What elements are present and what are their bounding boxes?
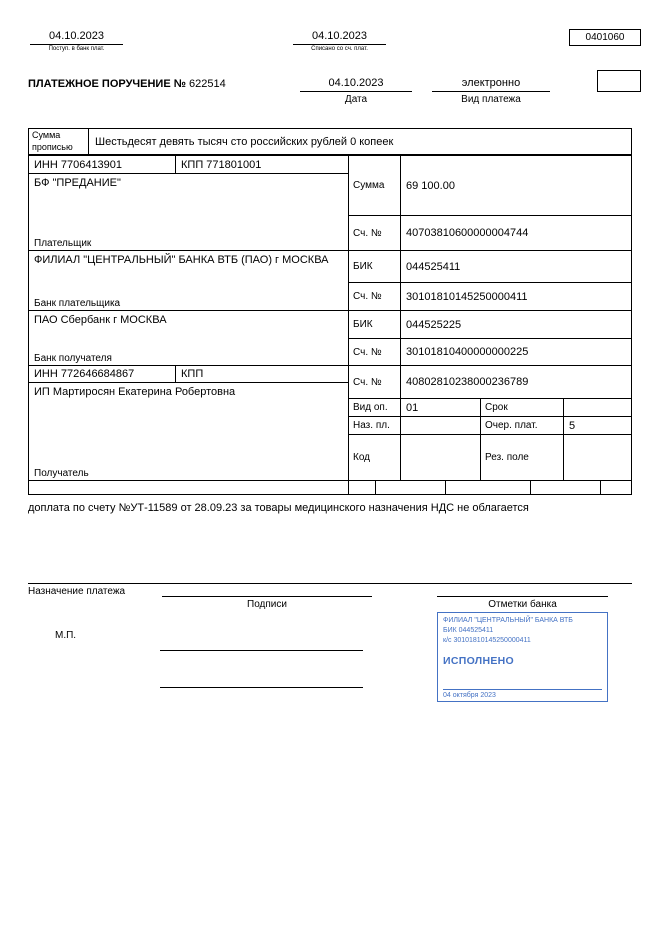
purpose-code-label-cell: Наз. пл.: [349, 417, 401, 434]
payer-section-label: Плательщик: [34, 238, 92, 249]
payee-account-value: 40802810238000236789: [406, 376, 529, 388]
received-date-label: Поступ. в банк плат.: [48, 46, 105, 52]
payee-account-row: [349, 366, 631, 399]
footer-cell: [446, 481, 531, 494]
payment-kind: электронно: [432, 77, 550, 92]
payer-bank-account-label: Сч. №: [349, 283, 401, 310]
amount-in-words-label: [29, 129, 89, 154]
payee-inn-cell: ИНН 772646684867: [29, 366, 176, 382]
stamp-bank-name: ФИЛИАЛ "ЦЕНТРАЛЬНЫЙ" БАНКА ВТБ: [443, 617, 573, 624]
payee-kpp-cell: КПП: [181, 368, 204, 380]
payee-inn-kpp-row: [29, 366, 348, 383]
purpose-code-value-cell: [401, 417, 481, 434]
footer-cell: [349, 481, 376, 494]
payer-kpp-cell: КПП 771801001: [181, 158, 262, 171]
payer-inn-cell: ИНН 7706413901: [29, 156, 176, 173]
document-number: 622514: [189, 78, 226, 90]
op-kind-label-cell: Вид оп.: [349, 399, 401, 416]
footer-cell: [376, 481, 446, 494]
payer-account-label: Сч. №: [349, 216, 401, 250]
amount-in-words-label-line1: Сумма: [32, 130, 61, 140]
payment-kind-label: Вид платежа: [461, 94, 521, 105]
signature-line-1: [160, 650, 363, 651]
purpose-divider: [28, 583, 632, 584]
payee-block: [29, 383, 348, 481]
payer-bank-block: [29, 251, 348, 311]
payee-bank-account-value: 30101810400000000225: [406, 346, 529, 358]
payment-kind-field: [432, 77, 550, 105]
payee-name: ИП Мартиросян Екатерина Робертовна: [34, 386, 236, 398]
payee-bank-name: ПАО Сбербанк г МОСКВА: [34, 314, 167, 326]
amount-in-words-box: [28, 128, 632, 155]
payee-bank-bik-row: [349, 311, 631, 339]
payer-bank-bik-label: БИК: [349, 251, 401, 282]
doc-date-field: [300, 77, 412, 105]
amount-label-cell: Сумма: [349, 156, 401, 215]
priority-value-cell: 5: [569, 419, 576, 432]
stamp-status: ИСПОЛНЕНО: [443, 655, 514, 668]
term-label-cell: Срок: [481, 399, 564, 416]
code-row: [349, 435, 631, 481]
amount-in-words-label-line2: прописью: [32, 141, 73, 152]
op-kind-value-cell: 01: [401, 399, 481, 416]
footer-cell: [531, 481, 601, 494]
mp-label: М.П.: [55, 630, 77, 641]
payee-bank-account-label: Сч. №: [349, 339, 401, 365]
purpose-label: Назначение платежа: [28, 586, 126, 597]
payer-bank-account-row: [349, 283, 631, 311]
bank-stamp: [437, 612, 608, 702]
payee-bank-account-row: [349, 339, 631, 366]
debited-date-label: Списано со сч. плат.: [311, 46, 368, 52]
table-footer-left-cell: [29, 481, 348, 494]
priority-row: [349, 417, 631, 435]
code-value-cell: [401, 435, 481, 480]
payer-account-value: 40703810600000004744: [406, 227, 529, 239]
bank-marks-header: Отметки банка: [437, 596, 608, 610]
payer-bank-bik-row: [349, 251, 631, 283]
form-code: 0401060: [585, 32, 625, 43]
doc-date: 04.10.2023: [300, 77, 412, 92]
payee-section-label: Получатель: [34, 468, 89, 479]
payment-table-left: [29, 156, 349, 494]
amount-in-words-value: Шестьдесят девять тысяч сто российских рублей 0 копеек: [95, 135, 394, 148]
op-kind-row: [349, 399, 631, 417]
term-value-cell: [564, 399, 631, 416]
footer-cell: [601, 481, 631, 494]
signatures-header: Подписи: [162, 596, 372, 610]
debited-date: 04.10.2023: [293, 30, 386, 45]
form-code-box: [569, 29, 641, 46]
code-label-cell: Код: [349, 435, 401, 480]
payee-bank-bik-value: 044525225: [406, 318, 462, 331]
debited-date-block: [293, 30, 386, 52]
amount-row: [349, 156, 631, 216]
payee-account-label: Сч. №: [349, 366, 401, 398]
document-title-label: ПЛАТЕЖНОЕ ПОРУЧЕНИЕ №: [28, 78, 186, 90]
stamp-corr-account: к/с 30101810145250000411: [443, 636, 531, 644]
signature-line-2: [160, 687, 363, 688]
payment-table-right: [349, 156, 631, 494]
amount-value-cell: 69 100.00: [406, 179, 455, 192]
purpose-text: доплата по счету №УТ-11589 от 28.09.23 за товары медицинского назначения НДС не облагается: [28, 502, 529, 514]
payment-table: [28, 155, 632, 495]
payer-inn-kpp-row: [29, 156, 348, 174]
reserve-value-cell: [564, 435, 631, 480]
payee-bank-bik-label: БИК: [349, 311, 401, 338]
priority-label-cell: Очер. плат.: [481, 417, 564, 434]
doc-date-label: Дата: [344, 94, 368, 105]
received-date: 04.10.2023: [30, 30, 123, 45]
payer-name: БФ "ПРЕДАНИЕ": [34, 177, 121, 189]
received-date-block: [30, 30, 123, 52]
payer-bank-bik-value: 044525411: [406, 260, 461, 273]
document-title: [28, 78, 226, 90]
empty-box: [597, 70, 641, 92]
table-footer-right-row: [349, 481, 631, 494]
payer-bank-name: ФИЛИАЛ "ЦЕНТРАЛЬНЫЙ" БАНКА ВТБ (ПАО) г МОСКВА: [34, 254, 329, 266]
stamp-bik: БИК 044525411: [443, 626, 494, 634]
payer-block: [29, 174, 348, 251]
stamp-date: 04 октября 2023: [443, 689, 602, 701]
payee-bank-block: [29, 311, 348, 366]
payer-bank-section-label: Банк плательщика: [34, 298, 121, 309]
payee-bank-section-label: Банк получателя: [34, 353, 112, 364]
reserve-label-cell: Рез. поле: [481, 435, 564, 480]
payer-account-row: [349, 216, 631, 251]
payer-bank-account-value: 30101810145250000411: [406, 290, 528, 303]
